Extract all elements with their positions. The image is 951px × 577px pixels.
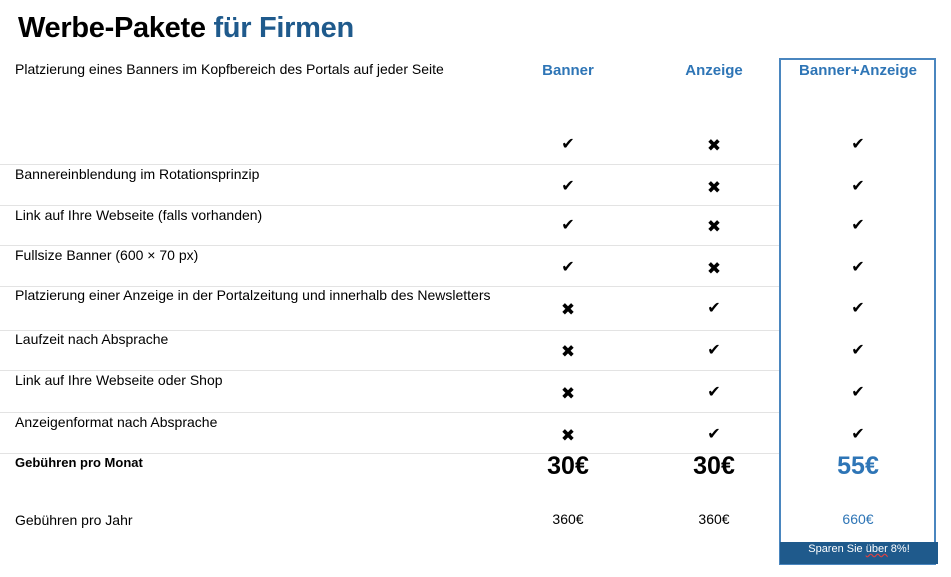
title-main: Werbe-Pakete: [18, 12, 206, 44]
feature-label: Laufzeit nach Absprache: [15, 331, 169, 347]
cross-icon: ✖: [560, 341, 576, 361]
check-icon: ✔: [707, 426, 721, 443]
savings-text-wavy: über: [865, 543, 888, 555]
column-header-banner: Banner: [542, 62, 594, 79]
check-icon: ✔: [851, 136, 865, 153]
feature-label: Platzierung einer Anzeige in der Portalzeitung und innerhalb des Newsletters: [15, 287, 491, 303]
yearly-price-banner-anzeige: 660€: [842, 511, 874, 527]
yearly-price-banner: 360€: [552, 511, 584, 527]
page-title: [18, 12, 354, 45]
feature-label: Fullsize Banner (600 × 70 px): [15, 247, 199, 263]
check-icon: ✔: [851, 300, 865, 317]
cross-icon: ✖: [706, 177, 722, 197]
check-icon: ✔: [561, 217, 575, 234]
cross-icon: ✖: [706, 135, 722, 155]
column-header-banner-anzeige: Banner+Anzeige: [799, 62, 917, 79]
monthly-price-anzeige: 30€: [693, 452, 735, 480]
monthly-price-banner-anzeige: 55€: [837, 452, 879, 480]
feature-label: Platzierung eines Banners im Kopfbereich des Portals auf jeder Seite: [15, 61, 444, 77]
savings-text-before: Sparen Sie: [808, 543, 866, 555]
row-divider: [0, 412, 779, 413]
row-divider: [0, 205, 779, 206]
check-icon: ✔: [851, 259, 865, 276]
row-divider: [0, 370, 779, 371]
check-icon: ✔: [707, 384, 721, 401]
check-icon: ✔: [561, 178, 575, 195]
check-icon: ✔: [851, 342, 865, 359]
check-icon: ✔: [851, 426, 865, 443]
cross-icon: ✖: [560, 425, 576, 445]
monthly-fee-label: Gebühren pro Monat: [15, 455, 143, 470]
check-icon: ✔: [561, 136, 575, 153]
check-icon: ✔: [561, 259, 575, 276]
monthly-price-banner: 30€: [547, 452, 589, 480]
yearly-fee-label: Gebühren pro Jahr: [15, 512, 133, 528]
feature-label: Link auf Ihre Webseite (falls vorhanden): [15, 207, 263, 223]
feature-label: Anzeigenformat nach Absprache: [15, 414, 218, 430]
row-divider: [0, 245, 779, 246]
cross-icon: ✖: [706, 216, 722, 236]
check-icon: ✔: [851, 178, 865, 195]
cross-icon: ✖: [706, 258, 722, 278]
check-icon: ✔: [851, 384, 865, 401]
feature-label: Bannereinblendung im Rotationsprinzip: [15, 166, 260, 182]
title-accent: für Firmen: [213, 12, 354, 44]
check-icon: ✔: [707, 300, 721, 317]
yearly-price-anzeige: 360€: [698, 511, 730, 527]
check-icon: ✔: [707, 342, 721, 359]
cross-icon: ✖: [560, 299, 576, 319]
savings-badge: [780, 542, 938, 564]
column-header-anzeige: Anzeige: [685, 62, 743, 79]
savings-text-after: 8%!: [887, 543, 910, 555]
check-icon: ✔: [851, 217, 865, 234]
row-divider: [0, 164, 779, 165]
feature-label: Link auf Ihre Webseite oder Shop: [15, 372, 223, 388]
cross-icon: ✖: [560, 383, 576, 403]
